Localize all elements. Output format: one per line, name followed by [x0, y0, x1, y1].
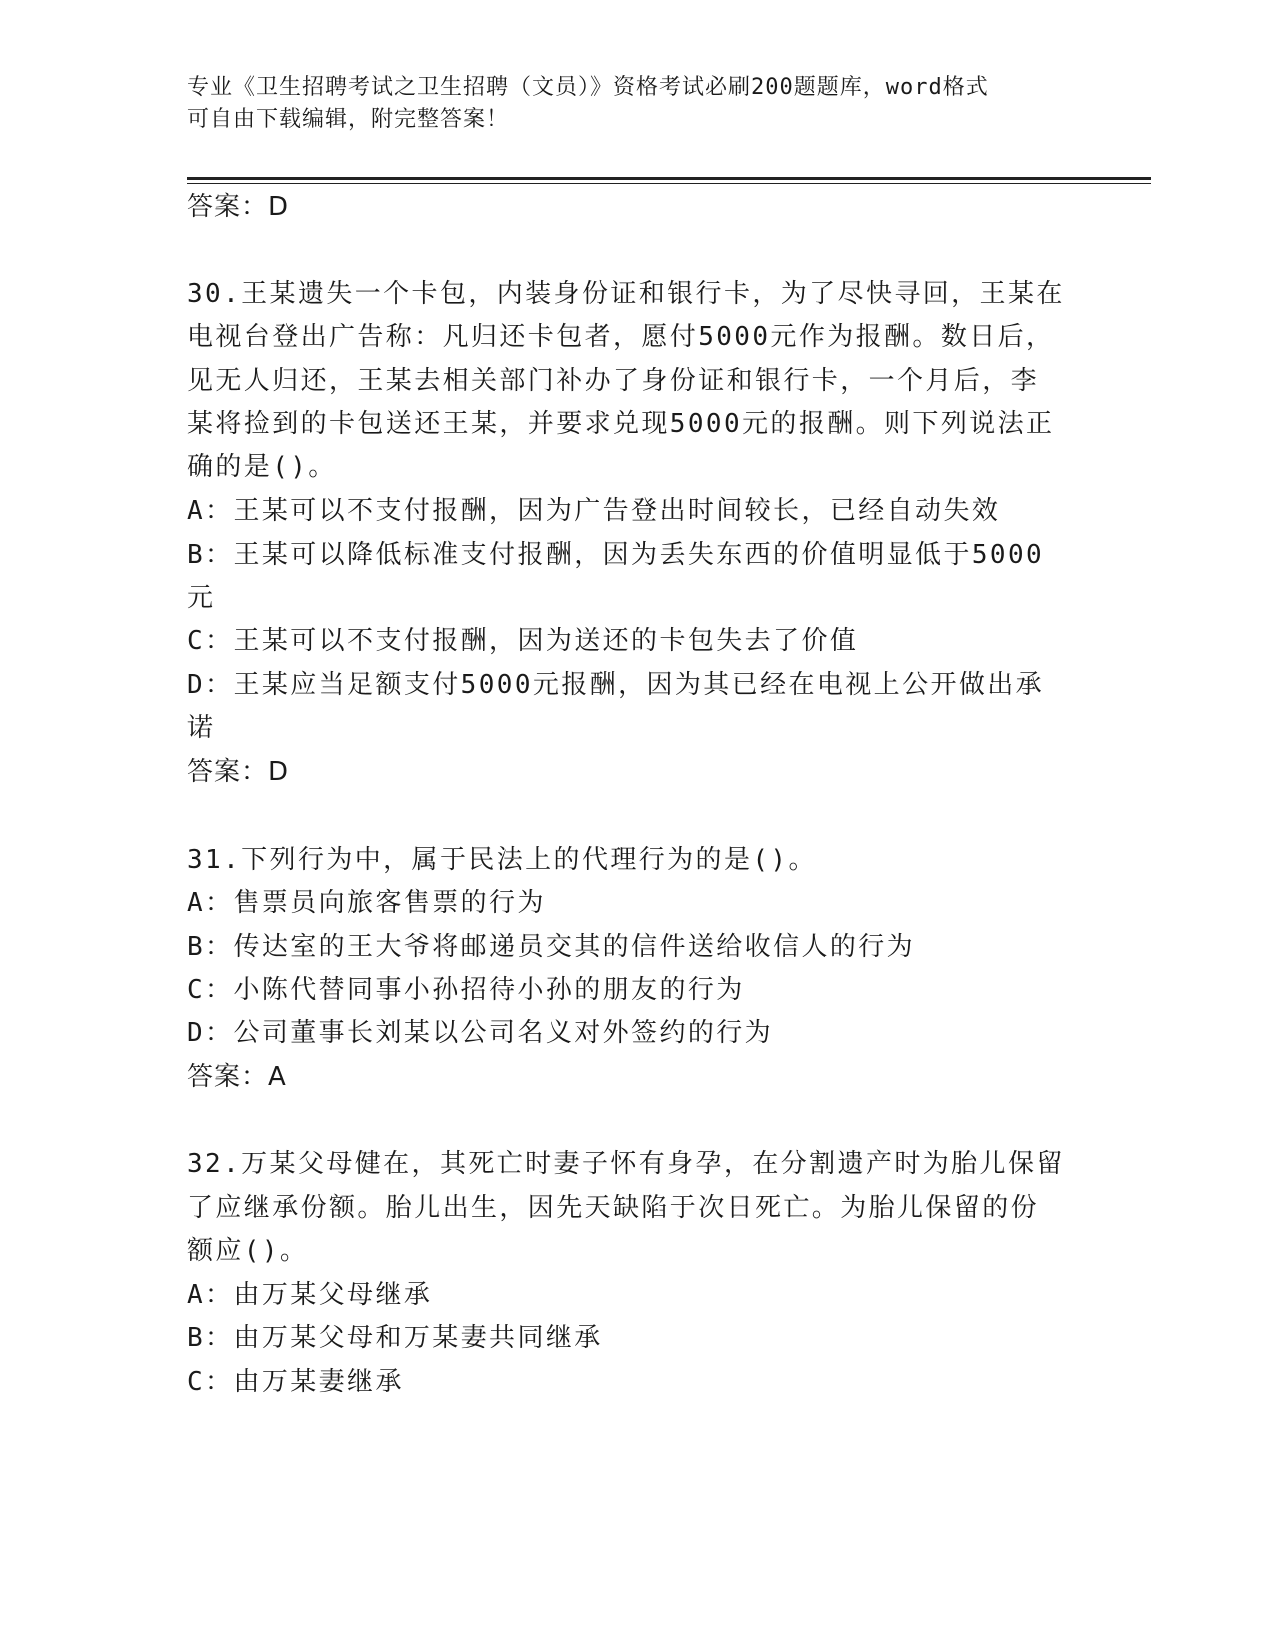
q32-stem-line: 32.万某父母健在，其死亡时妻子怀有身孕，在分割遗产时为胎儿保留	[187, 1149, 1065, 1179]
q30-answer: 答案：D	[187, 757, 290, 787]
q30-option-b: B：王某可以降低标准支付报酬，因为丢失东西的价值明显低于5000	[187, 540, 1045, 570]
header-line-2: 可自由下载编辑，附完整答案！	[187, 107, 510, 132]
q30-option-d-cont: 诺	[187, 713, 216, 743]
q30-option-c: C：王某可以不支付报酬，因为送还的卡包失去了价值	[187, 626, 859, 656]
q30-stem-line: 某将捡到的卡包送还王某，并要求兑现5000元的报酬。则下列说法正	[187, 409, 1055, 439]
q30-stem-line: 确的是()。	[187, 452, 337, 482]
answer-prev: 答案：D	[187, 192, 290, 222]
q32-stem-line: 了应继承份额。胎儿出生，因先天缺陷于次日死亡。为胎儿保留的份	[187, 1193, 1040, 1223]
q30-stem-line: 电视台登出广告称：凡归还卡包者，愿付5000元作为报酬。数日后，	[187, 322, 1055, 352]
header-rule-thick	[187, 177, 1151, 180]
q32-stem-line: 额应()。	[187, 1236, 309, 1266]
q32-option-b: B：由万某父母和万某妻共同继承	[187, 1323, 603, 1353]
q31-option-c: C：小陈代替同事小孙招待小孙的朋友的行为	[187, 975, 745, 1005]
q31-option-b: B：传达室的王大爷将邮递员交其的信件送给收信人的行为	[187, 932, 916, 962]
q31-option-d: D：公司董事长刘某以公司名义对外签约的行为	[187, 1018, 774, 1048]
q30-option-b-cont: 元	[187, 583, 216, 613]
q31-option-a: A：售票员向旅客售票的行为	[187, 888, 546, 918]
q30-option-d: D：王某应当足额支付5000元报酬，因为其已经在电视上公开做出承	[187, 670, 1045, 700]
q32-option-c: C：由万某妻继承	[187, 1367, 404, 1397]
document-header	[187, 72, 1067, 136]
q30-stem-line: 见无人归还，王某去相关部门补办了身份证和银行卡，一个月后，李	[187, 366, 1040, 396]
q31-answer: 答案：A	[187, 1062, 287, 1092]
header-rule-thin	[187, 183, 1151, 184]
q32-option-a: A：由万某父母继承	[187, 1280, 433, 1310]
q31-stem-line: 31.下列行为中，属于民法上的代理行为的是()。	[187, 845, 817, 875]
q30-option-a: A：王某可以不支付报酬，因为广告登出时间较长，已经自动失效	[187, 496, 1001, 526]
q30-stem-line: 30.王某遗失一个卡包，内装身份证和银行卡，为了尽快寻回，王某在	[187, 279, 1065, 309]
header-line-1: 专业《卫生招聘考试之卫生招聘（文员）》资格考试必刷200题题库，word格式	[187, 75, 989, 100]
